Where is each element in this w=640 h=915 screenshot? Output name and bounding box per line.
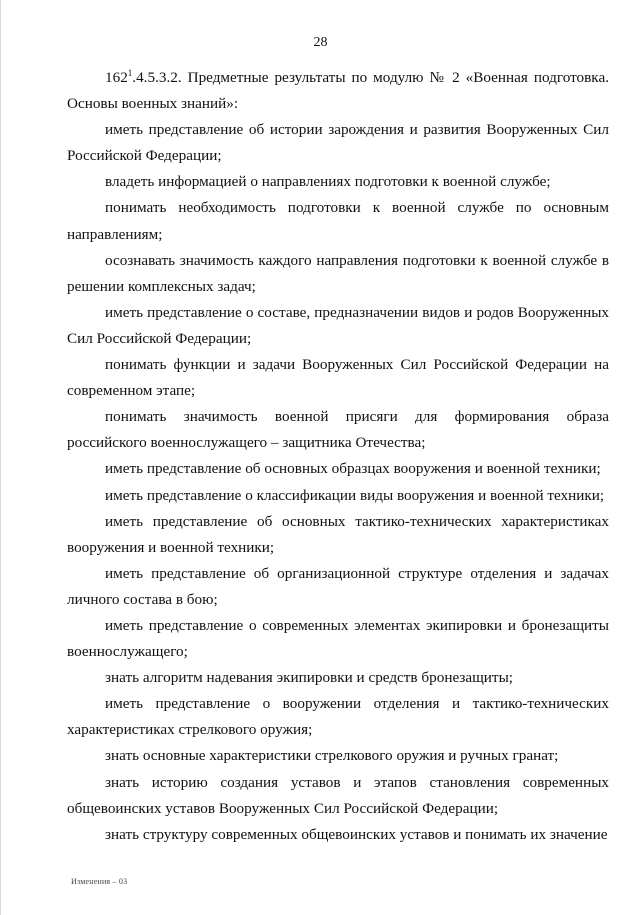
paragraph: понимать функции и задачи Вооруженных Сил Российской Федерации на современном этапе;	[67, 356, 609, 400]
paragraph: иметь представление о классификации виды вооружения и военной техники;	[105, 486, 605, 504]
paragraph: знать историю создания уставов и этапов становления современных общевоинских уставов Вооруженных Сил Российской Федерации;	[67, 773, 609, 817]
paragraph: иметь представление об основных тактико-технических характеристиках вооружения и военной техники;	[67, 512, 609, 556]
paragraph: знать алгоритм надевания экипировки и средств бронезащиты;	[105, 669, 513, 687]
paragraph: иметь представление об основных образцах вооружения и военной техники;	[105, 460, 601, 478]
paragraph: понимать значимость военной присяги для формирования образа российского военнослужащего – защитника Отечества;	[67, 408, 609, 452]
page-number: 28	[313, 35, 328, 50]
section-heading	[67, 65, 609, 117]
document-body	[67, 65, 609, 848]
paragraph: иметь представление о современных элементах экипировки и бронезащиты военнослужащего;	[67, 616, 609, 661]
paragraph: иметь представление о составе, предназначении видов и родов Вооруженных Сил Российской Федерации;	[67, 303, 609, 347]
paragraph: знать основные характеристики стрелкового оружия и ручных гранат;	[105, 747, 559, 765]
paragraph: знать структуру современных общевоинских уставов и понимать их значение	[105, 825, 608, 843]
heading-text: .4.5.3.2. Предметные результаты по модулю № 2 «Военная подготовка. Основы военных знаний»:	[67, 69, 609, 113]
heading-number: 162	[105, 69, 128, 86]
paragraph: иметь представление о вооружении отделения и тактико-технических характеристиках стрелкового оружия;	[67, 695, 609, 739]
paragraph: осознавать значимость каждого направления подготовки к военной службе в решении комплексных задач;	[67, 251, 609, 295]
paragraph: иметь представление об истории зарождения и развития Вооруженных Сил Российской Федерации;	[67, 121, 609, 165]
heading-superscript: 1	[127, 67, 133, 78]
paragraph: понимать необходимость подготовки к военной службе по основным направлениям;	[67, 199, 609, 243]
paragraph: иметь представление об организационной структуре отделения и задачах личного состава в бою;	[67, 564, 609, 608]
revision-footer: Изменения – 03	[71, 877, 128, 886]
paragraph: владеть информацией о направлениях подготовки к военной службе;	[105, 173, 551, 191]
